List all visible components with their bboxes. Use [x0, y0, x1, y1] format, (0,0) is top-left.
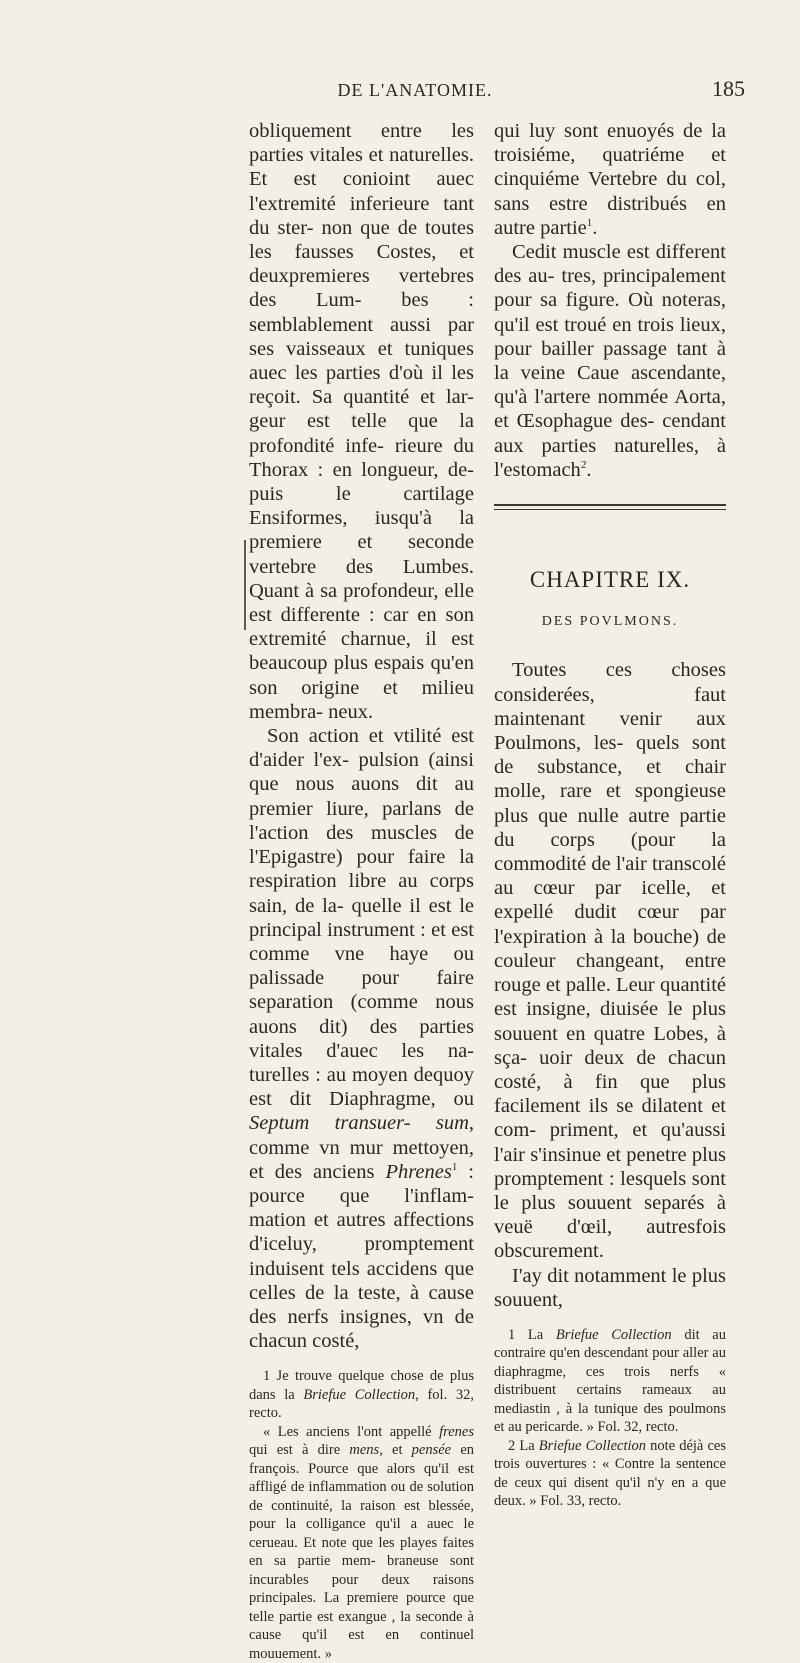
chapter-rule [494, 504, 726, 506]
paragraph [249, 724, 474, 1353]
footnotes [249, 1367, 474, 1663]
text-run: Cedit muscle est different des au- tres, principalement pour sa figure. Où noteras, qu'il est troué en trois lieux, pour bailler passage tant à la veine Caue ascendante, qu'à l'artere nommée Aorta, et Œsophague des- cendant aux parties naturelles, à l'estomach [494, 241, 726, 481]
paragraph: I'ay dit notamment le plus souuent, [494, 1264, 726, 1311]
running-head [0, 76, 800, 110]
footnote-marker[interactable]: 1 [451, 1160, 458, 1173]
text-run: en françois. Pource que alors qu'il est affligé de inflammation ou de solution de continuité, la raison est blessée, pour la colligance qu'il a auec le cerueau. Et note que les playes faites en sa partie mem- braneuse sont incurables pour deux raisons principales. La premiere pource que telle partie est exangue , la seconde à cause qu'il est en continuel mouuement. » [249, 1442, 475, 1662]
text-run: . [592, 216, 598, 239]
italic-term: mens [349, 1442, 380, 1459]
text-run: Son action et vtilité est d'aider l'ex- pulsion (ainsi que nous auons dit au premier liure, parlans de l'action des muscles de l'Epigastre) pour faire la respiration libre au corps sain, de la- quelle il est le principal instrument : et est comme vne haye ou palissade pour faire separation (comme nous auons dit) des parties vitales d'auec les na- turelles : au moyen dequoy est dit Diaphragme, ou [249, 725, 474, 1111]
text-run: dit au contraire qu'en descendant pour aller au diaphragme, ces trois nerfs « distribuent certains rameaux au mediastin , à la tunique des poulmons et au pericarde. » Fol. 32, recto. [494, 1326, 726, 1436]
text-run: 1 La [508, 1326, 556, 1343]
margin-mark [244, 540, 246, 630]
paragraph: obliquement entre les parties vitales et naturelles. Et est conioint auec l'extremité inferieure tant du ster- non que de toutes les fausses Costes, et deuxpremieres vertebres des Lum- bes : semblablement aussi par ses vaisseaux et tuniques auec les parties d'où il les reçoit. Sa quantité et lar- geur est telle que la profondité infe- rieure du Thorax : en longueur, de- puis le cartilage Ensiformes, iusqu'à la premiere et seconde vertebre des Lumbes. Quant à sa profondeur, elle est differente : car en son extremité charnue, il est beaucoup plus espais qu'en son origine et milieu membra- neux. [249, 120, 474, 723]
text-run: « Les anciens l'ont appellé [263, 1423, 440, 1440]
text-run: qui luy sont enuoyés de la troisiéme, quatriéme et cinquiéme Vertebre du col, sans estre distribués en autre partie [494, 120, 726, 239]
paragraph: Toutes ces choses considerées, faut maintenant venir aux Poulmons, les- quels sont de substance, et chair molle, rare et spongieuse plus que nulle autre partie du corps (pour la commodité de l'air transcolé au cœur par icelle, et expellé dudit cœur par l'expiration à la bouche) de couleur changeant, entre rouge et palle. Leur quantité est insigne, diuisée le plus souuent en quatre Lobes, à sça- uoir deux de chacun costé, à fin que plus facilement ils se dilatent et com- priment, et qu'aussi l'air s'insinue et penetre plus promptement : lesquels sont le plus souuent separés à veuë d'œil, autresfois obscurement. [494, 659, 726, 1263]
footnote [494, 1437, 726, 1511]
italic-term: Briefue Collection [555, 1326, 672, 1343]
footnote-marker[interactable]: 2 [580, 459, 587, 472]
text-run: , comme vn mur mettoyen, et des anciens [249, 1112, 474, 1183]
footnote [494, 1326, 726, 1437]
text-run: : pource que l'inflam- mation et autres affections d'iceluy, promptement induisent tels accidens que celles de la teste, à cause des nerfs insignes, vn de chacun costé, [249, 1160, 475, 1353]
italic-term: Septum transuer- sum [249, 1112, 469, 1135]
footnote [249, 1367, 474, 1423]
italic-term: Briefue Collection [538, 1437, 647, 1454]
italic-term: Briefue Collection [303, 1386, 416, 1403]
text-run: . [586, 458, 592, 481]
chapter-subtitle: DES POVLMONS. [541, 614, 679, 630]
paragraph [494, 119, 726, 240]
page-number: 185 [712, 76, 745, 101]
footnote [249, 1423, 474, 1663]
paragraph [494, 240, 726, 482]
text-run: 2 La [508, 1437, 539, 1454]
running-title: DE L'ANATOMIE. [337, 80, 493, 100]
italic-term: Phrenes [385, 1160, 452, 1183]
right-column [494, 119, 726, 1511]
italic-term: frenes [439, 1423, 474, 1440]
chapter-rule [494, 509, 726, 510]
footnote-marker[interactable]: 1 [586, 216, 593, 229]
text-run: qui est à dire [249, 1442, 350, 1459]
left-column [249, 119, 474, 1663]
footnotes [494, 1326, 726, 1511]
italic-term: pensée [411, 1442, 452, 1459]
text-run: , fol. 32, recto. [249, 1386, 475, 1422]
chapter-title: CHAPITRE IX. [529, 567, 691, 593]
text-run: 1 Je trouve quelque chose de plus dans la [249, 1368, 474, 1403]
text-run: note déjà ces trois ouvertures : « Contre la sentence de ceux qui disent qu'il n'y en a que deux. » Fol. 33, recto. [494, 1437, 727, 1510]
text-run: , et [379, 1442, 412, 1459]
